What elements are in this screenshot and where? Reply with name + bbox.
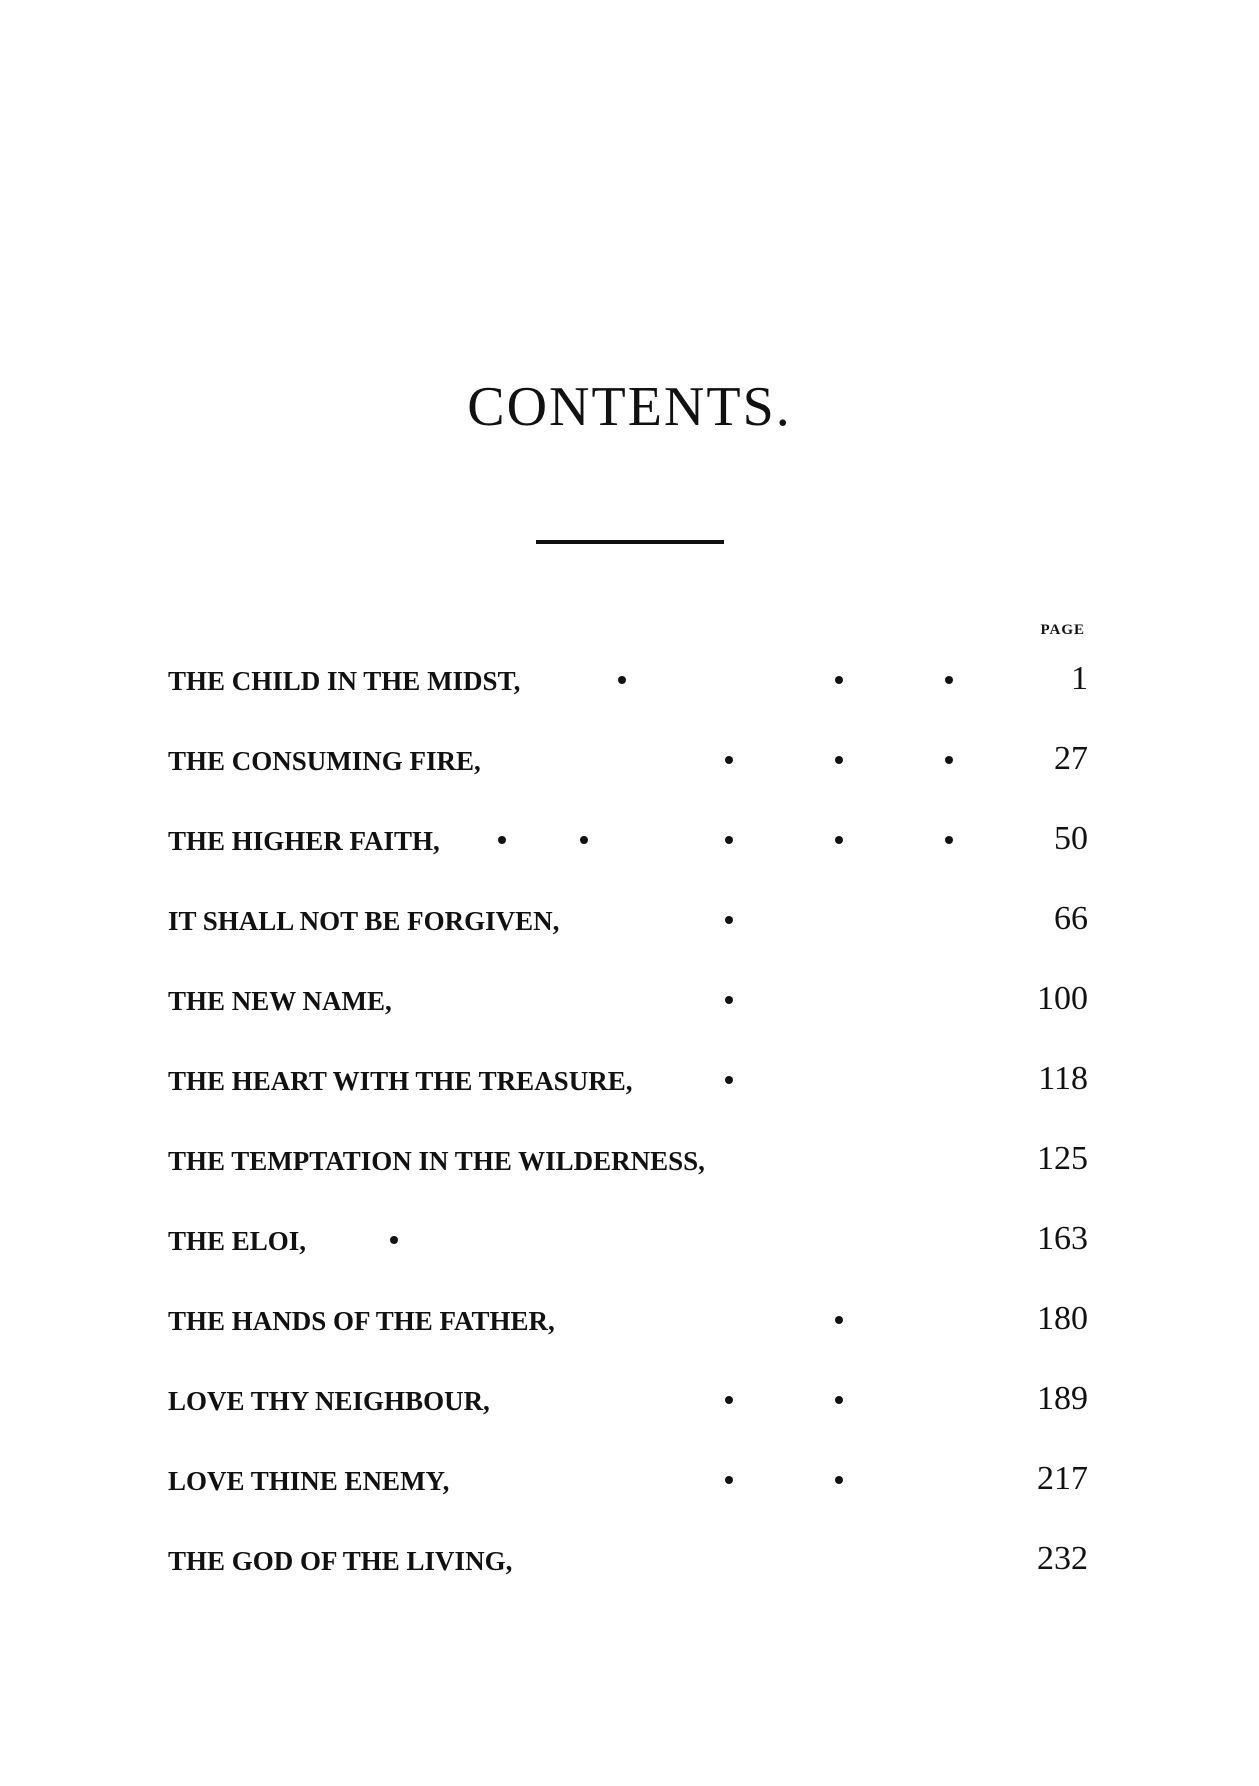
toc-entry — [168, 1060, 1088, 1100]
page-title: CONTENTS. — [467, 376, 792, 438]
toc-entry — [168, 1380, 1088, 1420]
leader-dot — [618, 676, 626, 684]
toc-entry-title: THE GOD OF THE LIVING, — [168, 1546, 513, 1576]
toc-entry-title: LOVE THY NEIGHBOUR, — [168, 1386, 490, 1416]
toc-entry-page: 1 — [1071, 660, 1088, 697]
leader-dot — [835, 1396, 843, 1404]
leader-dot — [498, 836, 506, 844]
leader-dot — [725, 996, 733, 1004]
toc-entry-page: 118 — [1038, 1060, 1088, 1097]
toc-entry — [168, 1140, 1088, 1180]
toc-entry-title: THE HIGHER FAITH, — [168, 826, 440, 856]
leader-dot — [725, 916, 733, 924]
toc-entry-title: THE HANDS OF THE FATHER, — [168, 1306, 555, 1336]
toc-entry-title: THE ELOI, — [168, 1226, 307, 1256]
toc-entry — [168, 1220, 1088, 1260]
leader-dot — [390, 1236, 398, 1244]
leader-dot — [945, 836, 953, 844]
leader-dot — [835, 676, 843, 684]
toc-entry-page: 125 — [1037, 1140, 1088, 1177]
toc-entry — [168, 660, 1088, 700]
toc-entry-title: THE HEART WITH THE TREASURE, — [168, 1066, 633, 1096]
leader-dot — [835, 836, 843, 844]
toc-entry-page: 232 — [1037, 1540, 1088, 1577]
toc-entry-page: 163 — [1037, 1220, 1088, 1257]
toc-entry — [168, 1300, 1088, 1340]
toc-entry-page: 66 — [1054, 900, 1088, 937]
leader-dot — [835, 756, 843, 764]
toc-entry-title: THE CONSUMING FIRE, — [168, 746, 481, 776]
toc-entry — [168, 900, 1088, 940]
toc-entry-title: IT SHALL NOT BE FORGIVEN, — [168, 906, 560, 936]
toc-entry-page: 27 — [1054, 740, 1088, 777]
toc-entry — [168, 820, 1088, 860]
toc-entry-title: THE NEW NAME, — [168, 986, 392, 1016]
toc-entry — [168, 980, 1088, 1020]
toc-entry-page: 189 — [1037, 1380, 1088, 1417]
toc-entry — [168, 1540, 1088, 1580]
leader-dot — [725, 1076, 733, 1084]
toc-entry-page: 100 — [1037, 980, 1088, 1017]
toc-entry-page: 180 — [1037, 1300, 1088, 1337]
leader-dot — [725, 1476, 733, 1484]
leader-dot — [725, 756, 733, 764]
toc-entry-title: LOVE THINE ENEMY, — [168, 1466, 450, 1496]
leader-dot — [835, 1476, 843, 1484]
leader-dot — [835, 1316, 843, 1324]
toc-entry-page: 50 — [1054, 820, 1088, 857]
leader-dot — [945, 676, 953, 684]
leader-dot — [725, 1396, 733, 1404]
toc-entry-title: THE CHILD IN THE MIDST, — [168, 666, 521, 696]
title-rule — [536, 540, 724, 544]
toc-entry — [168, 1460, 1088, 1500]
leader-dot — [945, 756, 953, 764]
leader-dot — [725, 836, 733, 844]
toc-entry-page: 217 — [1037, 1460, 1088, 1497]
leader-dot — [580, 836, 588, 844]
toc-entry-title: THE TEMPTATION IN THE WILDERNESS, — [168, 1146, 705, 1176]
page-column-header: PAGE — [1040, 622, 1085, 638]
toc-entry — [168, 740, 1088, 780]
